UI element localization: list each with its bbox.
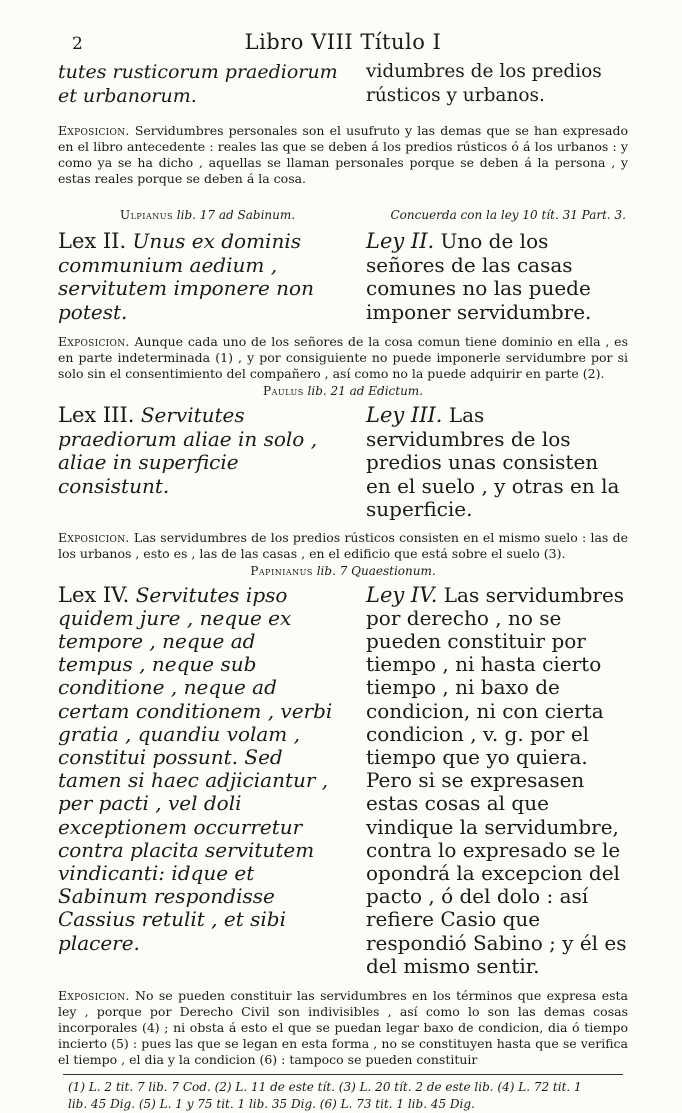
exposicion-1	[58, 123, 628, 187]
lex-4-spanish	[366, 584, 628, 978]
concordance: Concuerda con la ley 10 tít. 31 Part. 3.	[390, 208, 626, 222]
lex-4-latin-text: Servitutes ipso quidem jure , neque ex tempore , neque ad tempus , neque sub conditione , neque ad certam conditionem , verbi gratia , quandiu volam , constitui possunt. Sed tamen si haec adjiciantur , per pacti , vel doli exceptionem occurretur contra placita servitutem vindicanti: idque et Sabinum respondisse Cassius retulit , et sibi placere.	[58, 582, 333, 955]
lex-3-row	[58, 404, 628, 522]
exposicion-label: Exposicion.	[58, 529, 130, 545]
lex-2-spanish	[366, 230, 628, 324]
exposicion-label: Exposicion.	[58, 334, 130, 349]
lex-4-number: Lex IV.	[58, 582, 130, 607]
source-1	[58, 208, 628, 222]
source-ref: lib. 17 ad Sabinum.	[176, 208, 296, 222]
footnote-rule	[63, 1074, 623, 1075]
exposicion-text: No se pueden constituir las servidumbres en los términos que expresa esta ley , porque por Derecho Civil son indivisibles , así como lo son las demas cosas incorporales (4) ; ni obsta á esto el que se puedan legar baxo de condicion, dia ó tiempo incierto (5) : pues las que se legan en esta forma , no se constituyen hasta que se verifica el tiempo , el dia y la condicion (6) : tampoco se pueden constituir	[58, 987, 628, 1067]
exposicion-text: Aunque cada uno de los señores de la cosa comun tiene dominio en ella , es en parte indeterminada (1) , y por consiguiente no puede imponerle servidumbre por si solo sin el consentimiento del compañero , así como no la puede adquirir en parte (2).	[58, 334, 628, 381]
exposicion-text: Las servidumbres de los predios rústicos consisten en el mismo suelo : las de los urbanos , esto es , las de las casas , en el edificio que está sobre el suelo (3).	[58, 529, 628, 561]
footnote-line-1: (1) L. 2 tit. 7 lib. 7 Cod. (2) L. 11 de este tít. (3) L. 20 tít. 2 de este lib. (4) L. 72 tit. 1	[68, 1079, 582, 1094]
exposicion-3	[58, 530, 628, 562]
source-3	[58, 564, 628, 578]
source-ref: lib. 21 ad Edictum.	[307, 384, 423, 398]
source-author: Paulus	[263, 384, 304, 398]
ley-4-spanish-text: Las servidumbres por derecho , no se pueden constituir por tiempo , ni hasta cierto tiempo , ni baxo de condicion, ni con cierta condicion , v. g. por el tiempo que yo quiera. Pero si se expresasen estas cosas al que vindique la servidumbre, contra lo expresado se le opondrá la excepcion del pacto , ó del dolo : así refiere Casio que respondió Sabino ; y él es del mismo sentir.	[366, 582, 627, 978]
source-author: Ulpianus	[120, 208, 173, 222]
source-2	[58, 384, 628, 398]
footnotes	[58, 1079, 628, 1113]
exposicion-label: Exposicion.	[58, 123, 130, 138]
page-number: 2	[72, 34, 83, 54]
ley-4-number: Ley IV.	[366, 582, 438, 607]
exposicion-label: Exposicion.	[58, 987, 130, 1003]
ley-2-spanish-text: Uno de los señores de las casas comunes no las puede imponer servidumbre.	[366, 229, 592, 324]
lex-2-latin-text: Unus ex dominis communium aedium , servitutem imponere non potest.	[58, 229, 314, 324]
footnote-line-2: lib. 45 Dig. (5) L. 1 y 75 tit. 1 lib. 35 Dig. (6) L. 73 tit. 1 lib. 45 Dig.	[68, 1096, 475, 1111]
exposicion-4	[58, 988, 628, 1068]
exposicion-2	[58, 334, 628, 382]
intro-row	[58, 60, 628, 108]
running-title: Libro VIII Título I	[244, 30, 442, 54]
ley-3-spanish-text: Las servidumbres de los predios unas consisten en el suelo , y otras en la superficie.	[366, 403, 620, 521]
lex-3-latin	[58, 404, 336, 522]
ley-2-number: Ley II.	[366, 229, 435, 253]
ley-3-number: Ley III.	[366, 403, 443, 427]
exposicion-text: Servidumbres personales son el usufruto y las demas que se han expresado en el libro antecedente : reales las que se deben á los predios rústicos ó á los urbanos : y como ya se ha dicho , aquellas se llaman personales porque se deben á la persona , y estas reales porque se deben á la cosa.	[58, 123, 628, 186]
lex-4-latin	[58, 584, 336, 978]
lex-4-row	[58, 584, 628, 978]
lex-3-latin-text: Servitutes praediorum aliae in solo , aliae in superficie consistunt.	[58, 403, 318, 498]
source-ref: lib. 7 Quaestionum.	[316, 563, 436, 578]
lex-2-row	[58, 230, 628, 324]
intro-latin: tutes rusticorum praediorum et urbanorum.	[58, 61, 338, 107]
source-author: Papinianus	[250, 563, 313, 578]
lex-3-number: Lex III.	[58, 403, 135, 427]
lex-2-number: Lex II.	[58, 229, 127, 253]
lex-3-spanish	[366, 404, 628, 522]
lex-2-latin	[58, 230, 336, 324]
page-header	[58, 28, 628, 58]
book-page	[58, 28, 628, 1113]
intro-spanish: vidumbres de los predios rústicos y urbanos.	[366, 61, 602, 106]
